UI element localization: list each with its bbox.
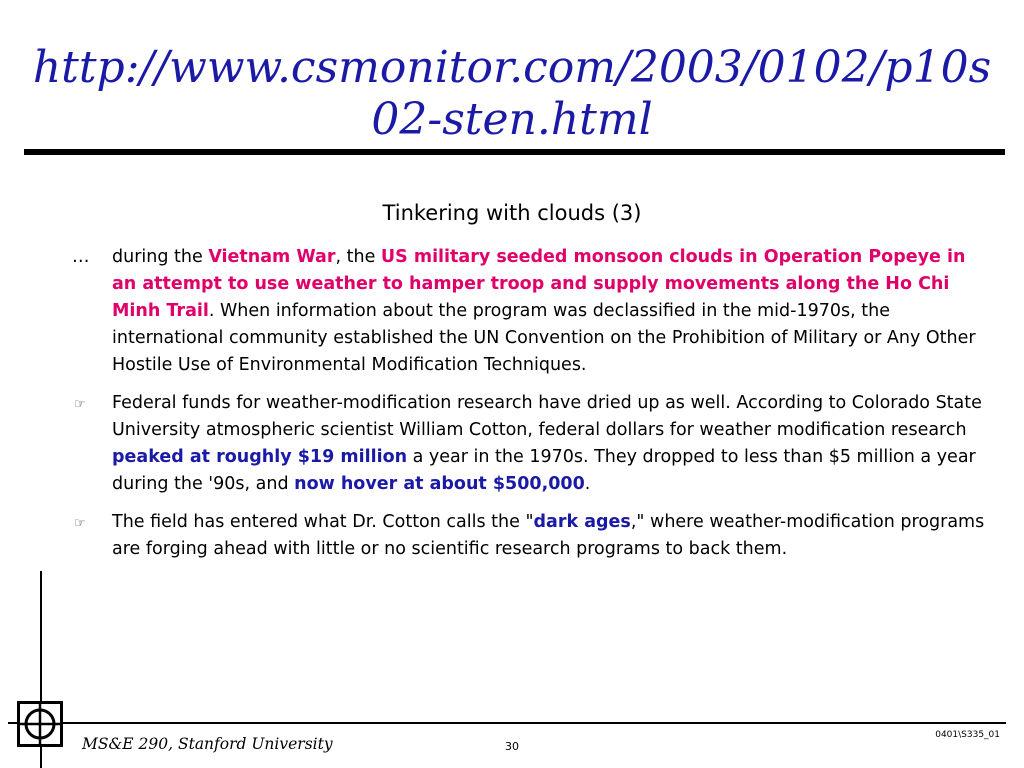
highlight-peak-funding: peaked at roughly $19 million <box>112 447 408 467</box>
paragraph-text: . When information about the program was declassified in the mid-1970s, the international community established the UN Convention on the Prohibition of Military or Any Other Hostile Use of Environmental Modification Techniques. <box>112 301 976 375</box>
bullet-item-dark-ages <box>68 509 988 563</box>
section-heading: Tinkering with clouds (3) <box>382 201 642 225</box>
title-underline <box>24 149 1005 155</box>
ellipsis-lead-in: … <box>72 247 90 267</box>
highlight-current-funding: now hover at about $500,000 <box>294 474 585 494</box>
slide-code: 0401\S335_01 <box>935 730 1000 740</box>
pointing-hand-icon: ☞ <box>74 516 86 531</box>
paragraph-text: The field has entered what Dr. Cotton calls the " <box>112 512 534 532</box>
highlight-dark-ages: dark ages <box>533 512 631 532</box>
page-number: 30 <box>505 740 519 753</box>
paragraph-vietnam <box>68 244 988 379</box>
slide-body <box>68 244 988 574</box>
footer-course-label: MS&E 290, Stanford University <box>82 735 333 753</box>
footer-horizontal-rule <box>8 722 1006 724</box>
paragraph-text: during the <box>112 247 209 267</box>
paragraph-text: Federal funds for weather-modification research have dried up as well. According to Colorado State University atmospheric scientist William Cotton, federal dollars for weather modification research <box>112 393 982 440</box>
slide-title: http://www.csmonitor.com/2003/0102/p10s02-sten.html <box>32 42 992 145</box>
paragraph-text: ," where weather-modification programs are forging ahead with little or no scientific research programs to back them. <box>112 512 985 559</box>
highlight-operation-popeye: US military seeded monsoon clouds in Operation Popeye in an attempt to use weather to hamper troop and supply movements along the Ho Chi Minh Trail <box>112 247 966 321</box>
paragraph-text: a year in the 1970s. They dropped to less than $5 million a year during the '90s, and <box>112 447 976 494</box>
bullet-item-federal-funds <box>68 390 988 498</box>
crosshair-logo-icon <box>17 701 63 747</box>
paragraph-text: . <box>584 474 591 494</box>
paragraph-text: , the <box>335 247 381 267</box>
pointing-hand-icon: ☞ <box>74 397 86 412</box>
highlight-vietnam-war: Vietnam War <box>208 247 336 267</box>
